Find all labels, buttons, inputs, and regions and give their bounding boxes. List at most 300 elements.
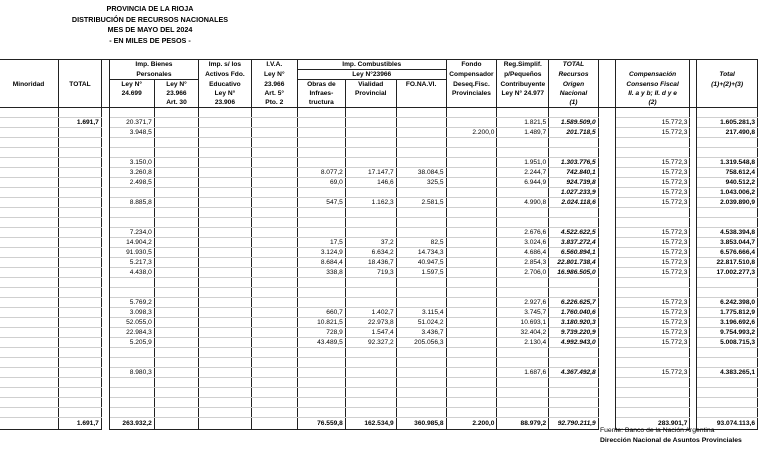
cell-fondo bbox=[446, 368, 497, 378]
cell-comp bbox=[615, 398, 690, 408]
cell-fonavi bbox=[396, 378, 446, 388]
col-fonavi: FO.NA.VI. bbox=[396, 80, 446, 90]
cell-act bbox=[199, 238, 251, 248]
cell-fin bbox=[697, 378, 758, 388]
cell-fin bbox=[697, 288, 758, 298]
cell-tot: 4.992.943,0 bbox=[549, 338, 599, 348]
cell-tot bbox=[549, 378, 599, 388]
cell-fin bbox=[697, 208, 758, 218]
cell-fonavi bbox=[396, 408, 446, 418]
cell-minoridad bbox=[0, 378, 59, 388]
cell-fin: 93.074.113,6 bbox=[697, 418, 758, 430]
cell-fondo bbox=[446, 118, 497, 128]
cell-fin bbox=[697, 278, 758, 288]
cell-minoridad bbox=[0, 388, 59, 398]
cell-tot: 1.303.776,5 bbox=[549, 158, 599, 168]
table-row bbox=[0, 358, 758, 368]
cell-fondo bbox=[446, 278, 497, 288]
col-reg-simplif: Reg.Simplif. bbox=[497, 60, 549, 70]
cell-fin bbox=[697, 398, 758, 408]
cell-fondo bbox=[446, 258, 497, 268]
cell-vial: 1.547,4 bbox=[345, 328, 396, 338]
header-province: PROVINCIA DE LA RIOJA bbox=[106, 4, 194, 13]
cell-obras: 43.489,5 bbox=[297, 338, 345, 348]
cell-fin: 5.008.715,3 bbox=[697, 338, 758, 348]
cell-b2 bbox=[154, 418, 198, 430]
cell-act bbox=[199, 198, 251, 208]
cell-reg bbox=[497, 148, 549, 158]
cell-iva bbox=[251, 168, 297, 178]
table-row bbox=[0, 188, 758, 198]
cell-vial bbox=[345, 118, 396, 128]
cell-b1 bbox=[109, 358, 154, 368]
cell-total bbox=[59, 308, 102, 318]
cell-tot bbox=[549, 218, 599, 228]
cell-fondo bbox=[446, 338, 497, 348]
col-bienes-23966: Ley N° bbox=[154, 80, 198, 90]
col-combustibles-group: Imp. Combustibles bbox=[297, 60, 446, 70]
cell-vial: 92.327,2 bbox=[345, 338, 396, 348]
cell-fonavi bbox=[396, 368, 446, 378]
footer-source: Fuente: Banco de la Nación Argentina bbox=[600, 427, 715, 434]
cell-fondo bbox=[446, 148, 497, 158]
cell-vial bbox=[345, 228, 396, 238]
cell-minoridad bbox=[0, 408, 59, 418]
cell-tot: 4.367.492,8 bbox=[549, 368, 599, 378]
cell-fonavi bbox=[396, 138, 446, 148]
cell-tot bbox=[549, 408, 599, 418]
cell-total bbox=[59, 318, 102, 328]
cell-comp: 15.772,3 bbox=[615, 258, 690, 268]
cell-b2 bbox=[154, 378, 198, 388]
cell-vial bbox=[345, 288, 396, 298]
cell-b2 bbox=[154, 228, 198, 238]
cell-total bbox=[59, 108, 102, 118]
cell-fonavi bbox=[396, 298, 446, 308]
cell-tot: 1.589.509,0 bbox=[549, 118, 599, 128]
cell-tot: 6.560.894,1 bbox=[549, 248, 599, 258]
cell-obras bbox=[297, 158, 345, 168]
cell-b1: 2.498,5 bbox=[109, 178, 154, 188]
table-row bbox=[0, 348, 758, 358]
cell-fonavi bbox=[396, 288, 446, 298]
cell-fin bbox=[697, 108, 758, 118]
cell-b1: 91.930,5 bbox=[109, 248, 154, 258]
cell-reg: 88.979,2 bbox=[497, 418, 549, 430]
cell-comp: 15.772,3 bbox=[615, 188, 690, 198]
table-row bbox=[0, 258, 758, 268]
cell-tot: 92.790.211,9 bbox=[549, 418, 599, 430]
cell-tot bbox=[549, 288, 599, 298]
cell-minoridad bbox=[0, 318, 59, 328]
cell-total bbox=[59, 228, 102, 238]
cell-obras bbox=[297, 378, 345, 388]
col-fondo: Fondo bbox=[446, 60, 497, 70]
cell-b1: 3.098,3 bbox=[109, 308, 154, 318]
footer-office: Dirección Nacional de Asuntos Provinciales bbox=[600, 437, 742, 444]
cell-obras bbox=[297, 118, 345, 128]
cell-fin: 17.002.277,3 bbox=[697, 268, 758, 278]
cell-obras: 17,5 bbox=[297, 238, 345, 248]
cell-b2 bbox=[154, 318, 198, 328]
cell-iva bbox=[251, 298, 297, 308]
cell-total bbox=[59, 398, 102, 408]
cell-total: 1.691,7 bbox=[59, 418, 102, 430]
cell-comp: 15.772,3 bbox=[615, 178, 690, 188]
col-total-final: Total bbox=[697, 70, 758, 80]
cell-fonavi: 2.581,5 bbox=[396, 198, 446, 208]
cell-fin: 6.242.398,0 bbox=[697, 298, 758, 308]
cell-act bbox=[199, 118, 251, 128]
cell-obras: 660,7 bbox=[297, 308, 345, 318]
cell-comp: 15.772,3 bbox=[615, 318, 690, 328]
cell-iva bbox=[251, 398, 297, 408]
header-units: - EN MILES DE PESOS - bbox=[109, 35, 191, 45]
cell-vial: 1.402,7 bbox=[345, 308, 396, 318]
cell-fondo bbox=[446, 318, 497, 328]
cell-comp: 15.772,3 bbox=[615, 338, 690, 348]
cell-minoridad bbox=[0, 328, 59, 338]
header-title: DISTRIBUCIÓN DE RECURSOS NACIONALES bbox=[71, 14, 229, 24]
cell-fin: 4.538.394,8 bbox=[697, 228, 758, 238]
cell-tot bbox=[549, 388, 599, 398]
cell-b2 bbox=[154, 218, 198, 228]
table-header: Imp. Bienes Imp. s/ los I.V.A. Imp. Combustibles Fondo Reg.Simplif. TOTAL Personales Activos Fdo. Ley N° Ley N°23966 Compensador p/Pequeños Recursos Compensación Total Minoridad TOTAL Ley N° Ley N° Educativo 23.966 Obras de Vialidad FO.NA.VI. Deseq.Fisc. Contribuyente Origen Consenso Fiscal (1)+(2)+(3) 24.699 23.966 Ley N° Art. 5° Infraes- Provincial Provinciales Ley N° 24.977 Nacional II. a y b; II. d y e Art. 30 23.906 Pto. 2 tructura (1) (2) bbox=[0, 60, 758, 108]
cell-minoridad bbox=[0, 168, 59, 178]
cell-comp: 15.772,3 bbox=[615, 118, 690, 128]
cell-fondo bbox=[446, 238, 497, 248]
cell-act bbox=[199, 148, 251, 158]
cell-obras: 728,9 bbox=[297, 328, 345, 338]
cell-obras: 69,0 bbox=[297, 178, 345, 188]
cell-obras: 338,8 bbox=[297, 268, 345, 278]
cell-comp: 15.772,3 bbox=[615, 158, 690, 168]
cell-comp bbox=[615, 388, 690, 398]
cell-b2 bbox=[154, 338, 198, 348]
cell-act bbox=[199, 398, 251, 408]
cell-fondo bbox=[446, 208, 497, 218]
cell-tot: 2.024.118,6 bbox=[549, 198, 599, 208]
cell-b2 bbox=[154, 238, 198, 248]
cell-tot: 4.522.622,5 bbox=[549, 228, 599, 238]
cell-tot bbox=[549, 148, 599, 158]
cell-obras: 76.559,8 bbox=[297, 418, 345, 430]
cell-fonavi: 51.024,2 bbox=[396, 318, 446, 328]
cell-comp: 15.772,3 bbox=[615, 268, 690, 278]
col-bienes-24699: Ley N° bbox=[109, 80, 154, 90]
cell-obras bbox=[297, 208, 345, 218]
cell-act bbox=[199, 368, 251, 378]
cell-b2 bbox=[154, 348, 198, 358]
col-total: TOTAL bbox=[59, 80, 102, 90]
cell-minoridad bbox=[0, 208, 59, 218]
cell-obras bbox=[297, 228, 345, 238]
col-activos: Imp. s/ los bbox=[199, 60, 251, 70]
cell-fondo bbox=[446, 288, 497, 298]
cell-tot: 201.718,5 bbox=[549, 128, 599, 138]
cell-reg: 6.944,9 bbox=[497, 178, 549, 188]
cell-tot bbox=[549, 348, 599, 358]
cell-minoridad bbox=[0, 118, 59, 128]
col-total-recursos: TOTAL bbox=[549, 60, 599, 70]
cell-fonavi bbox=[396, 228, 446, 238]
cell-vial bbox=[345, 388, 396, 398]
cell-total bbox=[59, 258, 102, 268]
cell-act bbox=[199, 288, 251, 298]
cell-act bbox=[199, 208, 251, 218]
cell-total bbox=[59, 368, 102, 378]
cell-total bbox=[59, 238, 102, 248]
cell-b1: 3.260,8 bbox=[109, 168, 154, 178]
cell-comp bbox=[615, 288, 690, 298]
cell-reg: 4.990,8 bbox=[497, 198, 549, 208]
cell-tot: 1.027.233,9 bbox=[549, 188, 599, 198]
cell-minoridad bbox=[0, 288, 59, 298]
cell-b1: 5.769,2 bbox=[109, 298, 154, 308]
cell-comp: 15.772,3 bbox=[615, 298, 690, 308]
cell-iva bbox=[251, 288, 297, 298]
cell-vial: 146,6 bbox=[345, 178, 396, 188]
table-row bbox=[0, 208, 758, 218]
cell-vial bbox=[345, 208, 396, 218]
cell-fin: 940.512,2 bbox=[697, 178, 758, 188]
table-row bbox=[0, 278, 758, 288]
cell-minoridad bbox=[0, 348, 59, 358]
table-row bbox=[0, 178, 758, 188]
cell-comp bbox=[615, 278, 690, 288]
cell-obras bbox=[297, 148, 345, 158]
cell-fonavi bbox=[396, 348, 446, 358]
cell-fonavi: 82,5 bbox=[396, 238, 446, 248]
cell-act bbox=[199, 108, 251, 118]
cell-b1: 20.371,7 bbox=[109, 118, 154, 128]
cell-b2 bbox=[154, 108, 198, 118]
cell-b1: 52.055,0 bbox=[109, 318, 154, 328]
table-row bbox=[0, 168, 758, 178]
cell-tot: 22.801.738,4 bbox=[549, 258, 599, 268]
cell-b2 bbox=[154, 198, 198, 208]
table-row bbox=[0, 378, 758, 388]
cell-fin: 2.039.890,9 bbox=[697, 198, 758, 208]
cell-fondo bbox=[446, 248, 497, 258]
cell-b1 bbox=[109, 218, 154, 228]
table-row bbox=[0, 388, 758, 398]
cell-b1: 22.984,3 bbox=[109, 328, 154, 338]
cell-b2 bbox=[154, 248, 198, 258]
cell-fonavi: 325,5 bbox=[396, 178, 446, 188]
cell-reg: 32.404,2 bbox=[497, 328, 549, 338]
cell-iva bbox=[251, 148, 297, 158]
cell-iva bbox=[251, 158, 297, 168]
cell-comp bbox=[615, 378, 690, 388]
cell-fondo bbox=[446, 218, 497, 228]
cell-b1: 3.948,5 bbox=[109, 128, 154, 138]
cell-reg bbox=[497, 348, 549, 358]
cell-b2 bbox=[154, 168, 198, 178]
cell-reg: 3.024,6 bbox=[497, 238, 549, 248]
cell-reg: 2.130,4 bbox=[497, 338, 549, 348]
cell-minoridad bbox=[0, 228, 59, 238]
cell-iva bbox=[251, 178, 297, 188]
cell-obras bbox=[297, 138, 345, 148]
cell-b1: 8.980,3 bbox=[109, 368, 154, 378]
cell-comp bbox=[615, 348, 690, 358]
cell-minoridad bbox=[0, 108, 59, 118]
cell-vial bbox=[345, 408, 396, 418]
cell-tot: 1.760.040,6 bbox=[549, 308, 599, 318]
cell-fondo bbox=[446, 178, 497, 188]
cell-total bbox=[59, 168, 102, 178]
cell-act bbox=[199, 318, 251, 328]
cell-tot: 3.837.272,4 bbox=[549, 238, 599, 248]
cell-minoridad bbox=[0, 258, 59, 268]
cell-minoridad bbox=[0, 148, 59, 158]
cell-vial: 17.147,7 bbox=[345, 168, 396, 178]
cell-fonavi: 14.734,3 bbox=[396, 248, 446, 258]
cell-b1: 8.885,8 bbox=[109, 198, 154, 208]
cell-minoridad bbox=[0, 358, 59, 368]
cell-fin: 758.612,4 bbox=[697, 168, 758, 178]
cell-iva bbox=[251, 108, 297, 118]
cell-fonavi: 3.115,4 bbox=[396, 308, 446, 318]
cell-comp bbox=[615, 108, 690, 118]
cell-fondo bbox=[446, 378, 497, 388]
table-row bbox=[0, 198, 758, 208]
cell-iva bbox=[251, 328, 297, 338]
cell-minoridad bbox=[0, 298, 59, 308]
cell-b1 bbox=[109, 398, 154, 408]
cell-total bbox=[59, 328, 102, 338]
cell-fin: 3.196.692,6 bbox=[697, 318, 758, 328]
cell-fin: 9.754.993,2 bbox=[697, 328, 758, 338]
cell-fin: 6.576.666,4 bbox=[697, 248, 758, 258]
cell-vial bbox=[345, 188, 396, 198]
cell-reg bbox=[497, 208, 549, 218]
cell-b1: 263.932,2 bbox=[109, 418, 154, 430]
cell-iva bbox=[251, 348, 297, 358]
table-row bbox=[0, 398, 758, 408]
cell-total bbox=[59, 278, 102, 288]
cell-fonavi bbox=[396, 158, 446, 168]
cell-fondo bbox=[446, 348, 497, 358]
cell-fonavi bbox=[396, 108, 446, 118]
cell-fonavi: 360.985,8 bbox=[396, 418, 446, 430]
cell-reg: 2.927,6 bbox=[497, 298, 549, 308]
cell-fondo bbox=[446, 358, 497, 368]
cell-fin bbox=[697, 218, 758, 228]
cell-act bbox=[199, 158, 251, 168]
cell-tot bbox=[549, 108, 599, 118]
cell-vial bbox=[345, 298, 396, 308]
table-row bbox=[0, 288, 758, 298]
cell-fin: 1.605.281,3 bbox=[697, 118, 758, 128]
cell-b2 bbox=[154, 288, 198, 298]
cell-obras: 10.821,5 bbox=[297, 318, 345, 328]
cell-obras bbox=[297, 128, 345, 138]
cell-act bbox=[199, 298, 251, 308]
cell-act bbox=[199, 358, 251, 368]
cell-b2 bbox=[154, 158, 198, 168]
cell-iva bbox=[251, 228, 297, 238]
cell-iva bbox=[251, 218, 297, 228]
cell-total bbox=[59, 408, 102, 418]
cell-reg bbox=[497, 358, 549, 368]
cell-iva bbox=[251, 418, 297, 430]
cell-comp: 15.772,3 bbox=[615, 238, 690, 248]
table-row bbox=[0, 118, 758, 128]
cell-total bbox=[59, 358, 102, 368]
cell-minoridad bbox=[0, 278, 59, 288]
cell-reg: 1.687,6 bbox=[497, 368, 549, 378]
cell-reg bbox=[497, 288, 549, 298]
cell-minoridad bbox=[0, 128, 59, 138]
cell-b1 bbox=[109, 348, 154, 358]
cell-iva bbox=[251, 278, 297, 288]
cell-comp: 15.772,3 bbox=[615, 368, 690, 378]
cell-fonavi bbox=[396, 398, 446, 408]
cell-iva bbox=[251, 388, 297, 398]
cell-fondo bbox=[446, 188, 497, 198]
cell-obras: 8.077,2 bbox=[297, 168, 345, 178]
cell-total bbox=[59, 158, 102, 168]
table-row bbox=[0, 268, 758, 278]
cell-reg bbox=[497, 398, 549, 408]
cell-b2 bbox=[154, 368, 198, 378]
table-row bbox=[0, 368, 758, 378]
cell-iva bbox=[251, 238, 297, 248]
cell-total bbox=[59, 208, 102, 218]
cell-act bbox=[199, 268, 251, 278]
cell-reg: 1.489,7 bbox=[497, 128, 549, 138]
cell-vial: 22.973,8 bbox=[345, 318, 396, 328]
cell-fin bbox=[697, 388, 758, 398]
cell-iva bbox=[251, 128, 297, 138]
cell-iva bbox=[251, 308, 297, 318]
cell-obras bbox=[297, 278, 345, 288]
cell-fin bbox=[697, 358, 758, 368]
cell-vial bbox=[345, 368, 396, 378]
cell-comp: 15.772,3 bbox=[615, 168, 690, 178]
cell-act bbox=[199, 308, 251, 318]
cell-total bbox=[59, 348, 102, 358]
cell-tot: 9.739.220,9 bbox=[549, 328, 599, 338]
cell-reg: 1.951,0 bbox=[497, 158, 549, 168]
cell-iva bbox=[251, 258, 297, 268]
cell-fondo bbox=[446, 168, 497, 178]
table-body bbox=[0, 108, 758, 430]
cell-fondo bbox=[446, 388, 497, 398]
cell-vial bbox=[345, 278, 396, 288]
cell-minoridad bbox=[0, 248, 59, 258]
cell-b2 bbox=[154, 128, 198, 138]
cell-fondo bbox=[446, 408, 497, 418]
table-row bbox=[0, 318, 758, 328]
cell-vial: 719,3 bbox=[345, 268, 396, 278]
col-combustibles-ley: Ley N°23966 bbox=[297, 70, 446, 80]
cell-obras: 3.124,9 bbox=[297, 248, 345, 258]
cell-fonavi: 3.436,7 bbox=[396, 328, 446, 338]
cell-b1 bbox=[109, 208, 154, 218]
cell-fonavi bbox=[396, 128, 446, 138]
cell-b1 bbox=[109, 108, 154, 118]
cell-obras bbox=[297, 388, 345, 398]
cell-b2 bbox=[154, 408, 198, 418]
cell-fin: 22.817.510,8 bbox=[697, 258, 758, 268]
cell-comp: 15.772,3 bbox=[615, 128, 690, 138]
cell-vial bbox=[345, 358, 396, 368]
cell-act bbox=[199, 248, 251, 258]
cell-iva bbox=[251, 138, 297, 148]
